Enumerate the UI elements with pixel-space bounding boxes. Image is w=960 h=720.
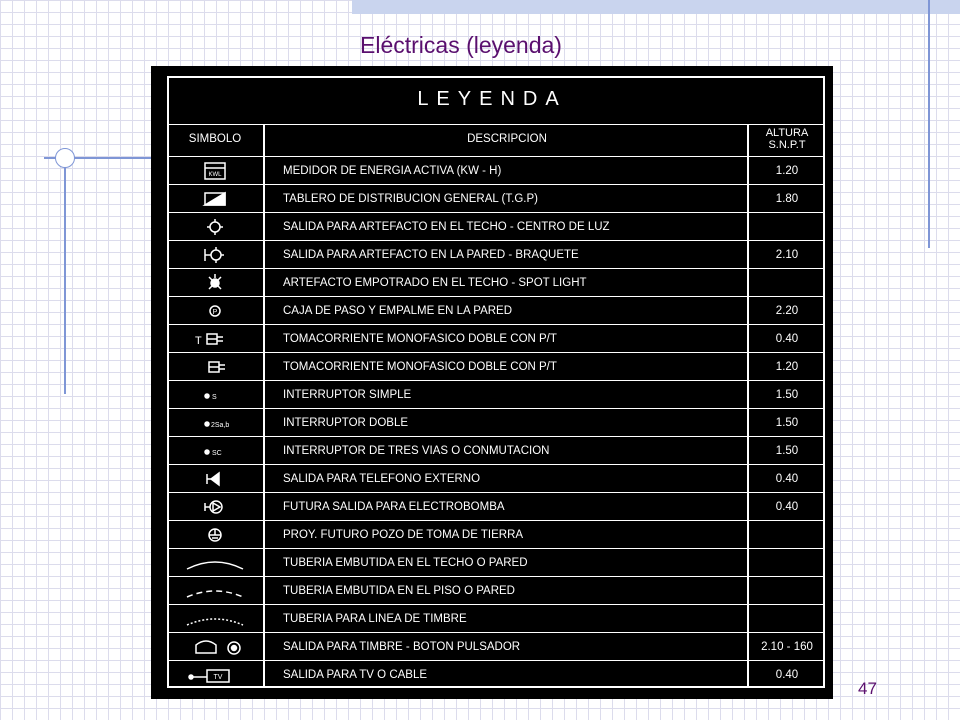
row-height	[749, 577, 825, 605]
row-description: INTERRUPTOR DE TRES VIAS O CONMUTACION	[283, 445, 550, 457]
row-description: SALIDA PARA ARTEFACTO EN LA PARED - BRAQUETE	[283, 249, 579, 261]
doorbell-push-button-icon	[167, 633, 263, 661]
legend-row	[167, 240, 825, 269]
row-height: 2.10 - 160	[761, 641, 813, 653]
header-height-line1: ALTURA	[765, 127, 809, 139]
decorative-circle-marker	[55, 148, 75, 168]
row-height: 1.50	[775, 389, 799, 401]
spot-light-icon	[167, 269, 263, 297]
header-symbol: SIMBOLO	[188, 133, 242, 145]
electropump-outlet-icon	[167, 493, 263, 521]
page-number: 47	[858, 679, 877, 698]
legend-row	[167, 436, 825, 465]
svg-text:2Sa,b: 2Sa,b	[211, 422, 230, 429]
row-description: CAJA DE PASO Y EMPALME EN LA PARED	[283, 305, 513, 317]
decorative-vertical-line-left	[64, 158, 66, 394]
header-description-label: DESCRIPCION	[467, 133, 547, 145]
row-height	[749, 549, 825, 577]
legend-title: LEYENDA	[417, 88, 567, 110]
embedded-ceiling-pipe-icon	[167, 549, 263, 577]
legend-row	[167, 548, 825, 577]
decorative-vertical-line-right	[928, 0, 930, 248]
doorbell-line-pipe-icon	[167, 605, 263, 633]
row-height: 0.40	[775, 501, 799, 513]
legend-row	[167, 576, 825, 605]
legend-row	[167, 184, 825, 213]
row-description: TOMACORRIENTE MONOFASICO DOBLE CON P/T	[283, 361, 557, 373]
legend-header-row	[167, 124, 825, 153]
row-description: PROY. FUTURO POZO DE TOMA DE TIERRA	[283, 529, 524, 541]
row-description: MEDIDOR DE ENERGIA ACTIVA (KW - H)	[283, 165, 502, 177]
embedded-floor-pipe-icon	[167, 577, 263, 605]
row-height	[749, 605, 825, 633]
legend-row	[167, 520, 825, 549]
row-description: FUTURA SALIDA PARA ELECTROBOMBA	[283, 501, 505, 513]
column-separator-2	[747, 124, 749, 688]
external-phone-outlet-icon	[167, 465, 263, 493]
row-description: INTERRUPTOR SIMPLE	[283, 389, 412, 401]
single-switch-icon	[167, 381, 263, 409]
row-description: SALIDA PARA TELEFONO EXTERNO	[283, 473, 481, 485]
legend-row	[167, 352, 825, 381]
row-description: TUBERIA EMBUTIDA EN EL TECHO O PARED	[283, 557, 528, 569]
legend-row	[167, 380, 825, 409]
legend-table-image	[151, 66, 833, 699]
column-separator-1	[263, 124, 265, 688]
svg-text:T: T	[195, 335, 202, 347]
row-height: 1.50	[775, 417, 799, 429]
row-description: SALIDA PARA ARTEFACTO EN EL TECHO - CENTRO DE LUZ	[283, 221, 610, 233]
row-height: 0.40	[775, 473, 799, 485]
legend-row	[167, 156, 825, 185]
row-description: TUBERIA PARA LINEA DE TIMBRE	[283, 613, 467, 625]
row-height: 1.50	[775, 445, 799, 457]
legend-row	[167, 296, 825, 325]
ground-well-icon	[167, 521, 263, 549]
row-height: 1.80	[775, 193, 799, 205]
svg-text:KWL: KWL	[208, 172, 222, 178]
row-height: 0.40	[775, 333, 799, 345]
row-description: SALIDA PARA TV O CABLE	[283, 669, 428, 681]
junction-box-icon	[167, 297, 263, 325]
legend-row	[167, 408, 825, 437]
row-height: 0.40	[775, 669, 799, 681]
legend-row	[167, 604, 825, 633]
svg-text:S: S	[212, 394, 217, 401]
row-height	[749, 521, 825, 549]
row-height	[749, 213, 825, 241]
three-way-switch-icon	[167, 437, 263, 465]
grounded-double-outlet-icon	[167, 325, 263, 353]
row-description: ARTEFACTO EMPOTRADO EN EL TECHO - SPOT LIGHT	[283, 277, 587, 289]
energy-meter-icon	[167, 157, 263, 185]
ceiling-light-outlet-icon	[167, 213, 263, 241]
svg-text:P: P	[212, 309, 218, 316]
row-description: TABLERO DE DISTRIBUCION GENERAL (T.G.P)	[283, 193, 538, 205]
row-height: 2.20	[775, 305, 799, 317]
legend-row	[167, 632, 825, 661]
legend-row	[167, 212, 825, 241]
row-height	[749, 269, 825, 297]
distribution-board-icon	[167, 185, 263, 213]
slide-title: Eléctricas (leyenda)	[360, 32, 562, 58]
header-description	[267, 125, 747, 153]
header-height	[749, 125, 825, 153]
row-description: TOMACORRIENTE MONOFASICO DOBLE CON P/T	[283, 333, 557, 345]
wall-bracket-light-icon	[167, 241, 263, 269]
double-switch-icon	[167, 409, 263, 437]
legend-row	[167, 660, 825, 689]
row-description: SALIDA PARA TIMBRE - BOTON PULSADOR	[283, 641, 521, 653]
tv-cable-outlet-icon	[167, 661, 263, 689]
header-height-line2: S.N.P.T	[768, 139, 806, 151]
svg-text:SC: SC	[212, 450, 222, 457]
legend-row	[167, 324, 825, 353]
row-height: 1.20	[775, 361, 799, 373]
row-description: TUBERIA EMBUTIDA EN EL PISO O PARED	[283, 585, 515, 597]
legend-row	[167, 268, 825, 297]
double-outlet-icon	[167, 353, 263, 381]
row-height: 2.10	[775, 249, 799, 261]
row-description: INTERRUPTOR DOBLE	[283, 417, 409, 429]
legend-row	[167, 492, 825, 521]
svg-text:TV: TV	[213, 674, 223, 681]
row-height: 1.20	[775, 165, 799, 177]
top-decorative-band	[352, 0, 960, 14]
legend-row	[167, 464, 825, 493]
